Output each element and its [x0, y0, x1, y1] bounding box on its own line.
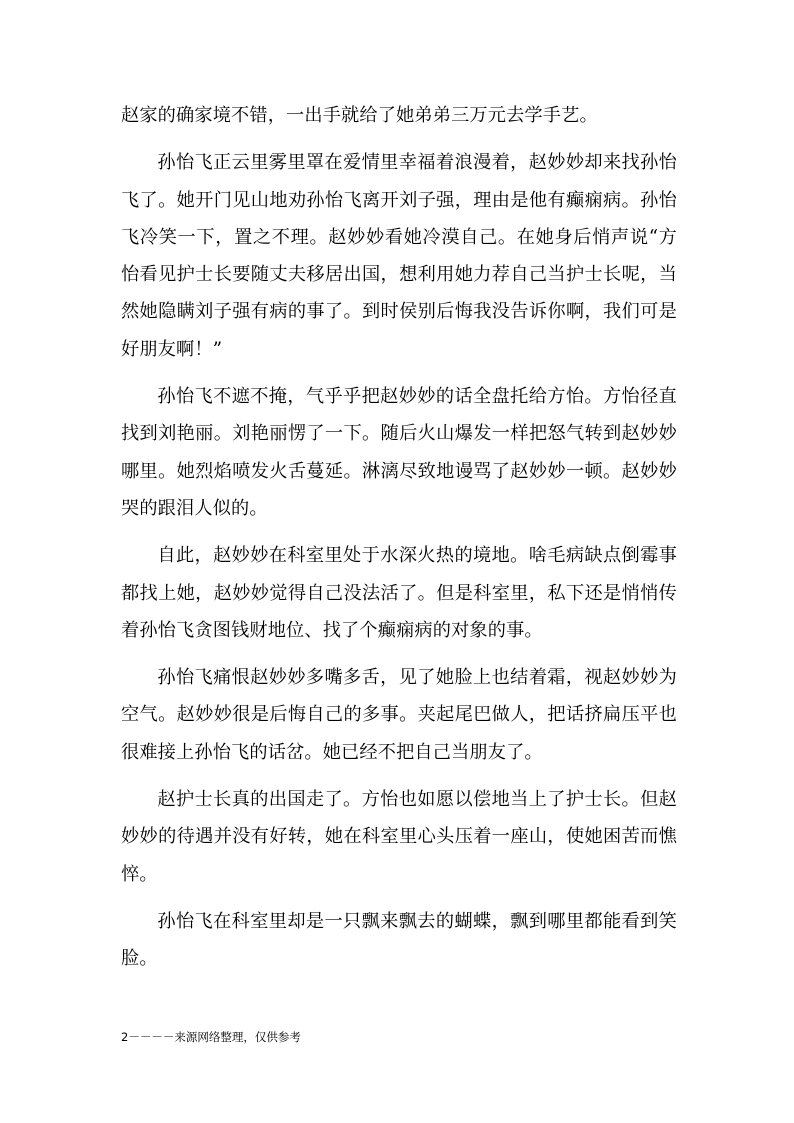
- page-footer: 2－－－－来源网络整理，仅供参考: [121, 1030, 301, 1044]
- paragraph: 孙怡飞痛恨赵妙妙多嘴多舌，见了她脸上也结着霜，视赵妙妙为空气。赵妙妙很是后悔自己的多事。夹起尾巴做人，把话挤扁压平也很难接上孙怡飞的话岔。她已经不把自己当朋友了。: [121, 667, 677, 763]
- paragraph: 孙怡飞正云里雾里罩在爱情里幸福着浪漫着，赵妙妙却来找孙怡飞了。她开门见山地劝孙怡飞离开刘子强，理由是他有癫痫病。孙怡飞冷笑一下，置之不理。赵妙妙看她冷漠自己。在她身后悄声说“方怡看见护士长要随丈夫移居出国，想利用她力荐自己当护士长呢，当然她隐瞒刘子强有病的事了。到时侯别后悔我没告诉你啊，我们可是好朋友啊！”: [121, 152, 677, 360]
- paragraph: 赵护士长真的出国走了。方怡也如愿以偿地当上了护士长。但赵妙妙的待遇并没有好转，她在科室里心头压着一座山，使她困苦而憔悴。: [121, 789, 677, 885]
- document-body: [121, 97, 677, 988]
- paragraph: 孙怡飞在科室里却是一只飘来飘去的蝴蝶，飘到哪里都能看到笑脸。: [121, 910, 677, 970]
- paragraph: 赵家的确家境不错，一出手就给了她弟弟三万元去学手艺。: [121, 105, 598, 126]
- paragraph: 孙怡飞不遮不掩，气乎乎把赵妙妙的话全盘托给方怡。方怡径直找到刘艳丽。刘艳丽愣了一下。随后火山爆发一样把怒气转到赵妙妙哪里。她烈焰喷发火舌蔓延。淋漓尽致地谩骂了赵妙妙一顿。赵妙妙哭的跟泪人似的。: [121, 386, 677, 519]
- paragraph: 自此，赵妙妙在科室里处于水深火热的境地。啥毛病缺点倒霉事都找上她，赵妙妙觉得自己没法活了。但是科室里，私下还是悄悄传着孙怡飞贪图钱财地位、找了个癫痫病的对象的事。: [121, 545, 677, 641]
